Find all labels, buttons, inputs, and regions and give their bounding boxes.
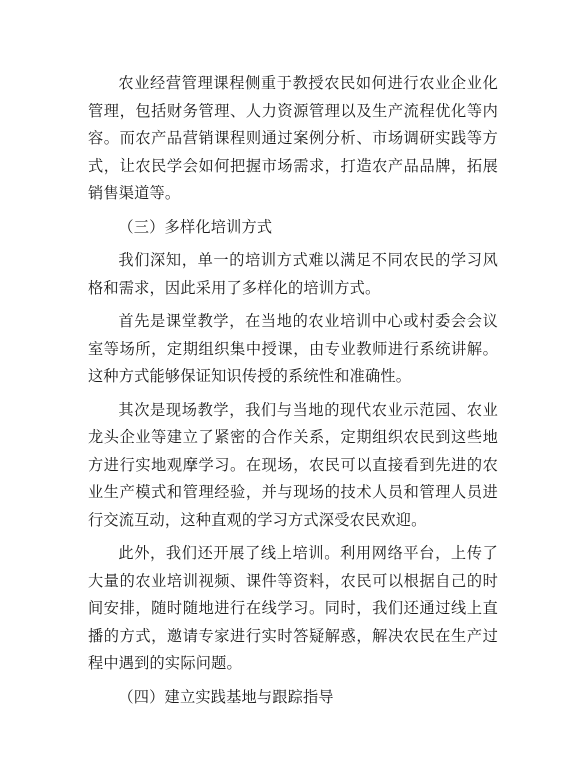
paragraph-diverse-methods-intro: 我们深知，单一的培训方式难以满足不同农民的学习风格和需求，因此采用了多样化的培训方式。: [88, 251, 498, 297]
paragraph-online-training: 此外，我们还开展了线上培训。利用网络平台，上传了大量的农业培训视频、课件等资料，农民可以根据自己的时间安排，随时随地进行在线学习。同时，我们还通过线上直播的方式，邀请专家进行实时答疑解惑，解决农民在生产过程中遇到的实际问题。: [88, 544, 498, 672]
section-heading-training-methods: （三）多样化培训方式: [118, 217, 273, 236]
paragraph-onsite-teaching: 其次是现场教学，我们与当地的现代农业示范园、农业龙头企业等建立了紧密的合作关系，定期组织农民到这些地方进行实地观摩学习。在现场，农民可以直接看到先进的农业生产模式和管理经验，并与现场的技术人员和管理人员进行交流互动，这种直观的学习方式深受农民欢迎。: [88, 400, 498, 529]
paragraph-management-courses: 农业经营管理课程侧重于教授农民如何进行农业企业化管理，包括财务管理、人力资源管理以及生产流程优化等内容。而农产品营销课程则通过案例分析、市场调研实践等方式，让农民学会如何把握市场需求，打造农产品品牌，拓展销售渠道等。: [88, 74, 498, 202]
paragraph-classroom-teaching: 首先是课堂教学，在当地的农业培训中心或村委会会议室等场所，定期组织集中授课，由专业教师进行系统讲解。这种方式能够保证知识传授的系统性和准确性。: [88, 312, 498, 385]
document-body: [88, 70, 498, 711]
section-heading-practice-base: （四）建立实践基地与跟踪指导: [118, 687, 334, 706]
